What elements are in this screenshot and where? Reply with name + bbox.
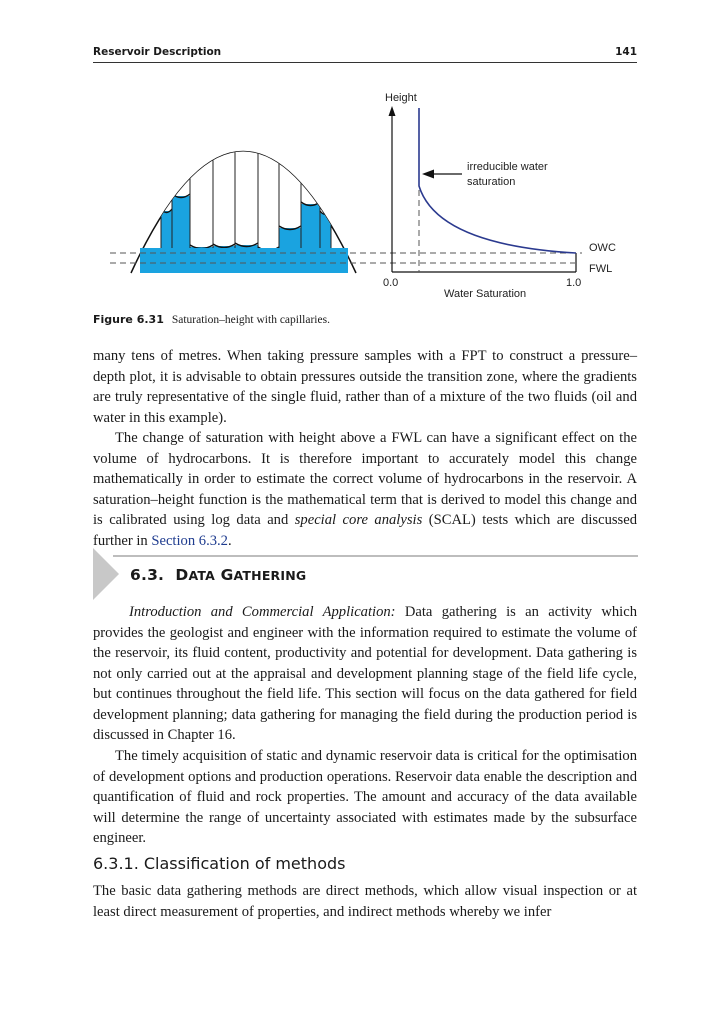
x-min-label: 0.0 [383,277,399,289]
section-title-ata: ATA [188,568,215,583]
running-title: Reservoir Description [93,46,222,58]
annotation-line-2: saturation [467,176,516,188]
section-number: 6.3. [130,566,165,584]
section-arrow-icon [93,548,119,600]
y-axis-arrow [389,106,396,116]
paragraph-5: The basic data gathering methods are direct methods, which allow visual inspection or at least direct measurement of properties, and indirect methods whereby we infer [93,883,637,920]
figure-caption [93,313,330,326]
section-title-g: G [220,566,234,584]
capillary-tubes [161,100,331,273]
capillary-tube [258,100,279,273]
paragraph-2 [93,428,637,551]
paragraph-1: many tens of metres. When taking pressure samples with a FPT to construct a pressure–depth plot, it is advisable to obtain pressures outside the transition zone, where the gradients are truly representative of the single fluid, rather than of a mixture of the two fluids (oil and water in this example). [93,348,637,426]
paragraph-4: The timely acquisition of static and dynamic reservoir data is critical for the optimisation of development options and production operations. Reservoir data enable the description and quantification of fluid and rock properties. The amount and accuracy of the data available will determine the range of uncertainty associated with estimates made by the subsurface engineer. [93,748,637,846]
annotation-arrow-head [422,170,434,179]
capillary-dome [131,100,356,273]
paragraph-3-emphasis: Introduction and Commercial Application: [129,604,396,620]
fwl-label: FWL [589,263,613,275]
owc-label: OWC [589,242,616,254]
y-axis-label: Height [385,92,417,104]
annotation-line-1: irreducible water [467,161,548,173]
section-link[interactable]: Section 6.3.2 [151,532,228,549]
figure-label: Figure 6.31 [93,313,164,326]
paragraph-2-emphasis: special core analysis [294,512,423,528]
paragraph-3-text: Data gathering is an activity which provides the geologist and engineer with the information required to estimate the volume of the reservoir, its fluid content, productivity and potential for development. Data gathering is not only carried out at the appraisal and development planning stage of the field life cycle, but continues throughout the field life. This section will focus on the data gathered for field development planning; data gathering for managing the field during the production period is discussed in Chapter 16. [93,604,637,743]
section-title-d: D [175,566,189,584]
section-heading [93,548,638,600]
paragraph-2-text-b: (SCAL) tests which are discussed further in [93,512,638,549]
saturation-height-figure [0,0,703,330]
section-rule [113,555,638,557]
subsection-title: 6.3.1. Classification of methods [93,854,346,873]
paragraph-3 [93,602,637,746]
paragraph-2-text-a: The change of saturation with height above a FWL can have a significant effect on the volume of hydrocarbons. It is therefore important to accurately model this change mathematically in order to estimate the correct volume of hydrocarbons in the reservoir. A saturation–height function is the mathematical term that is derived to model this change and is calibrated using log data and [93,430,637,528]
page-number: 141 [615,46,637,58]
x-axis-label: Water Saturation [444,288,527,300]
x-max-label: 1.0 [566,277,582,289]
water-zone [140,248,348,273]
paragraph-2-text-c: . [227,532,232,549]
section-title-athering: ATHERING [233,568,307,583]
section-title [130,566,306,584]
figure-caption-text: Saturation–height with capillaries. [171,314,330,326]
